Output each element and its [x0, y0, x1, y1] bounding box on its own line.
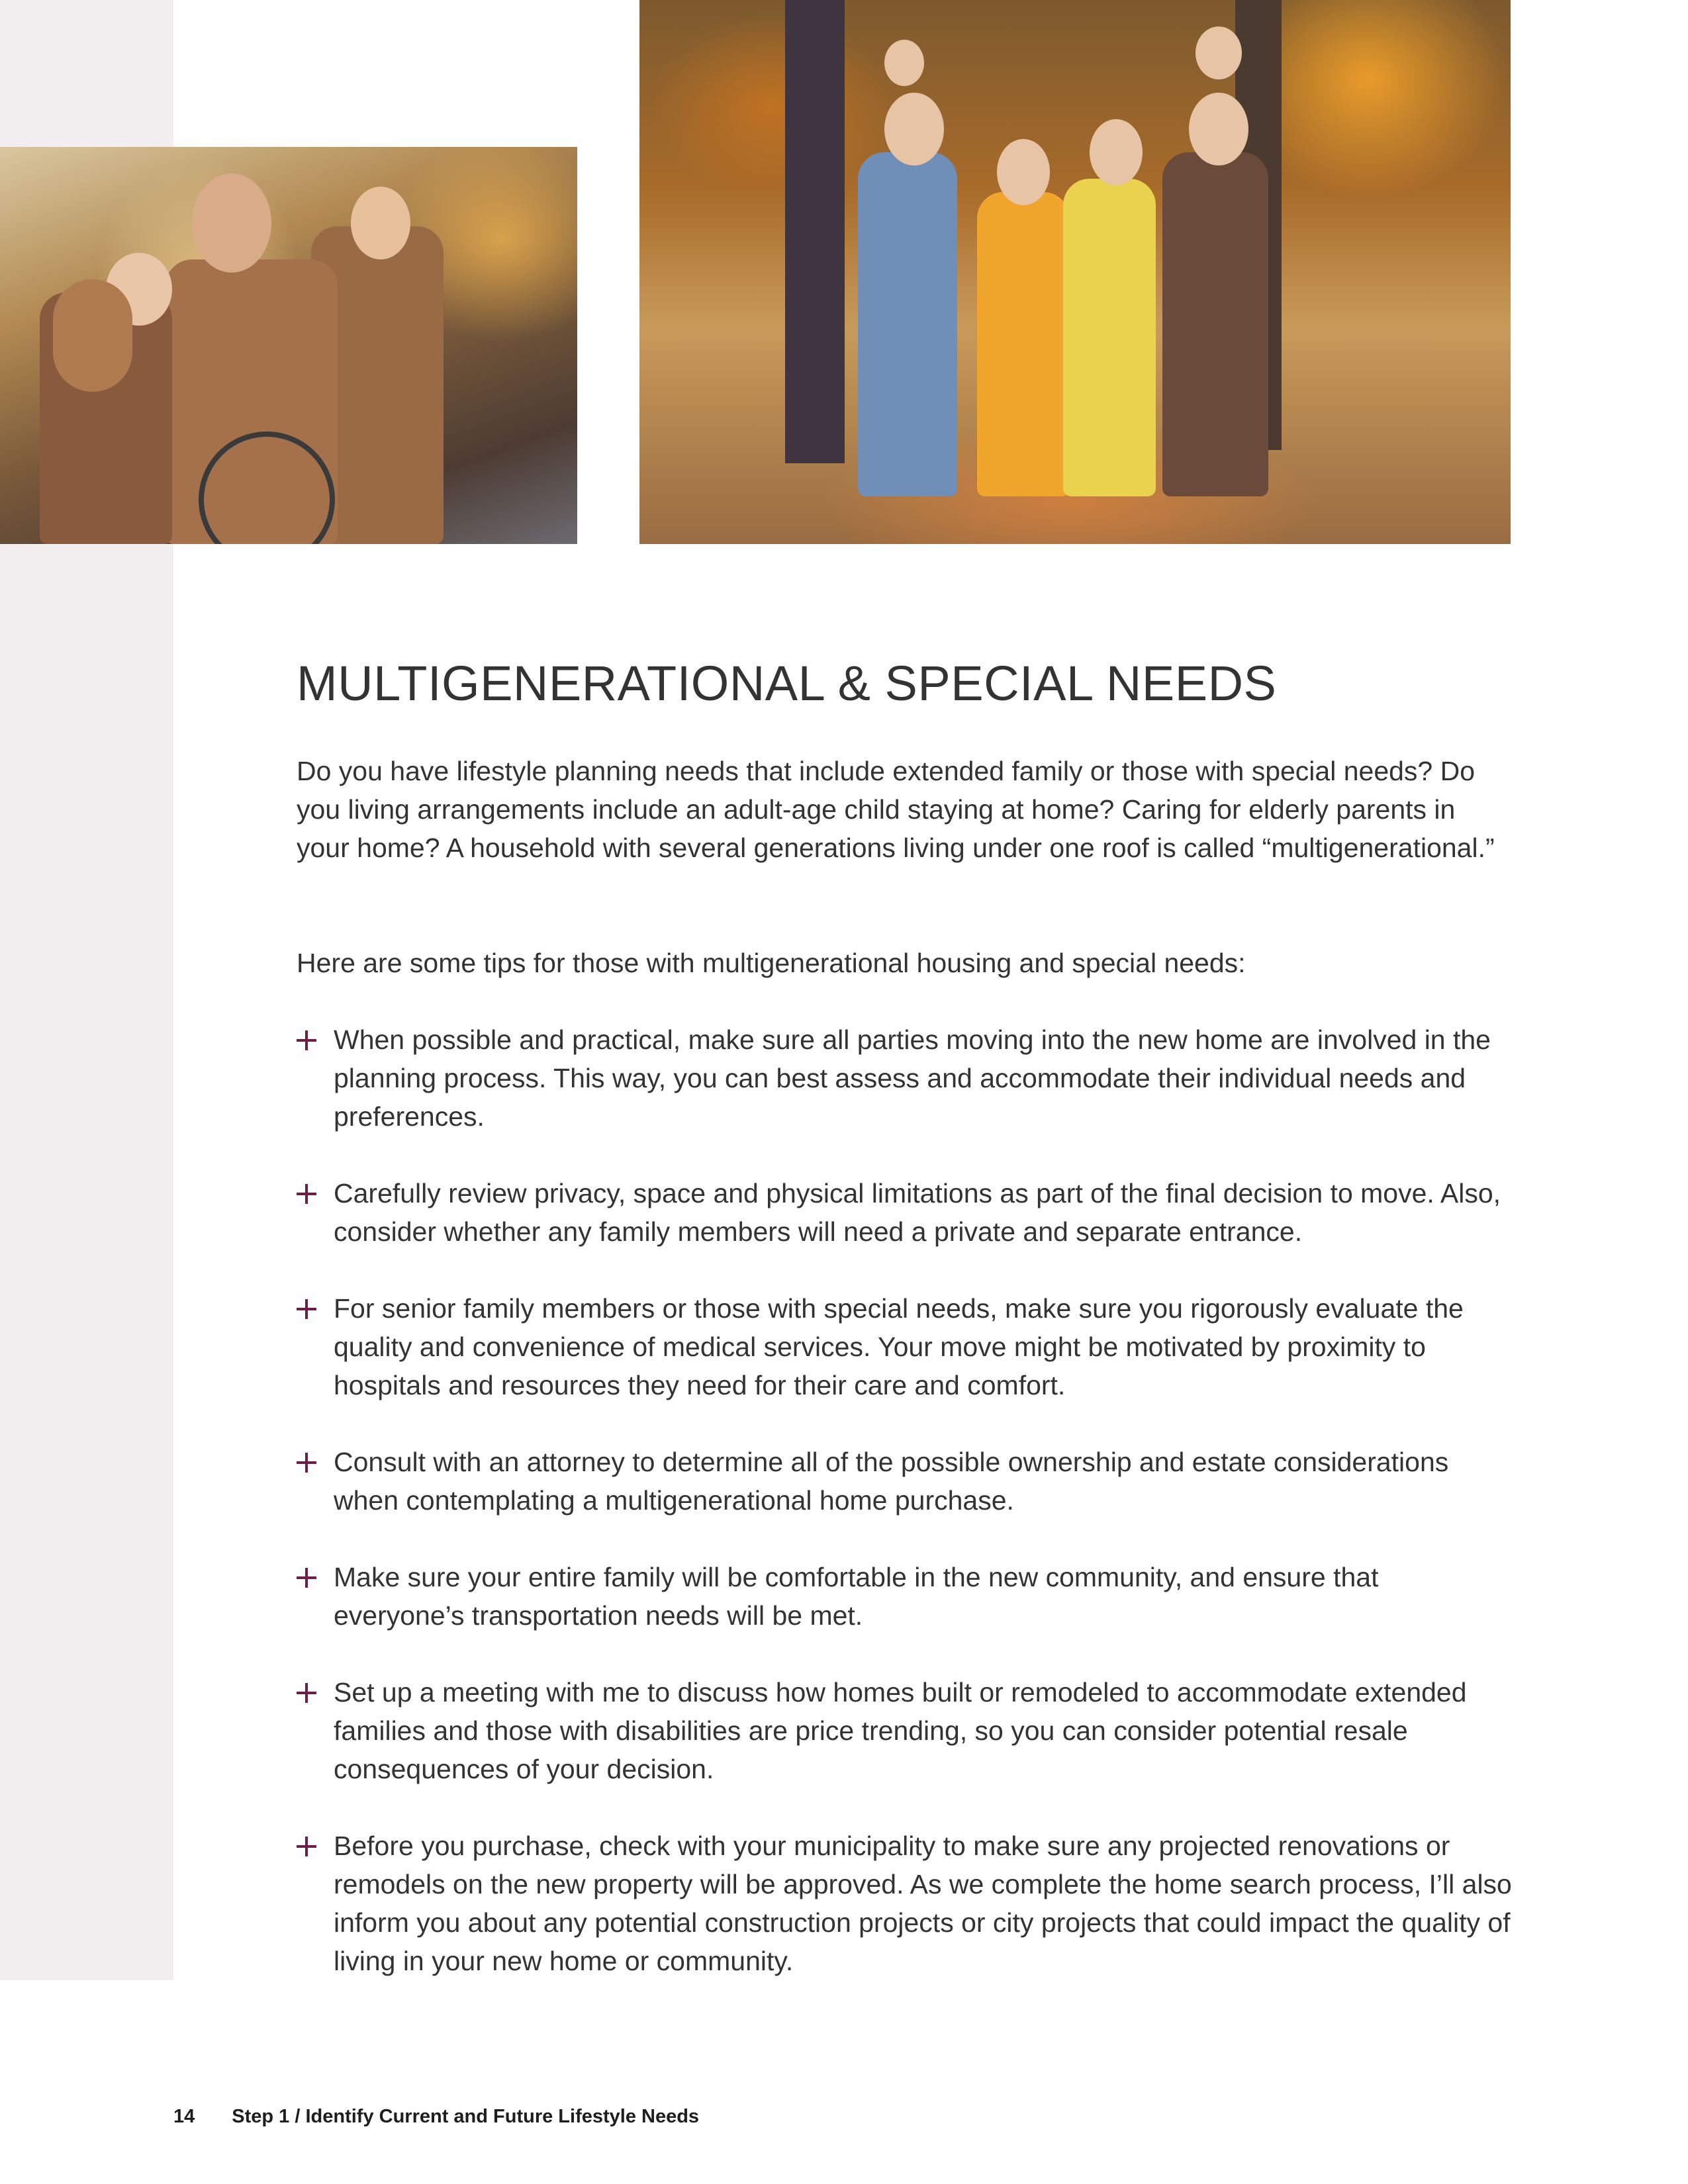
- mother-figure: [1063, 179, 1156, 496]
- plus-icon: [297, 1030, 316, 1050]
- page-number: 14: [173, 2106, 195, 2127]
- grandfather-head: [884, 93, 944, 165]
- tip-text: For senior family members or those with special needs, make sure you rigorously evaluate the quality and convenience of medical services. Your move might be motivated by proximity to hospitals and resources they need for their care and comfort.: [334, 1293, 1464, 1400]
- tips-lead-paragraph: Here are some tips for those with multigenerational housing and special needs:: [297, 948, 1246, 978]
- tip-text: Carefully review privacy, space and physical limitations as part of the final decision to move. Also, consider whether any family members will need a private and separate entrance.: [334, 1178, 1501, 1247]
- family-wheelchair-photo: [0, 147, 577, 544]
- plus-icon: [297, 1299, 316, 1319]
- grandmother-head: [997, 139, 1050, 205]
- man-head: [192, 173, 271, 273]
- plus-icon: [297, 1683, 316, 1703]
- tips-list: [297, 1021, 1515, 1980]
- tip-text: Before you purchase, check with your municipality to make sure any projected renovations or remodels on the new property will be approved. As we complete the home search process, I’ll also inform you about any potential construction projects or city projects that could impact the quality of living in your new home or community.: [334, 1831, 1512, 1976]
- tip-text: Set up a meeting with me to discuss how homes built or remodeled to accommodate extended families and those with disabilities are price trending, so you can consider potential resale consequences of your decision.: [334, 1677, 1467, 1784]
- tip-item: [297, 1673, 1515, 1788]
- tip-text: Make sure your entire family will be comfortable in the new community, and ensure that everyone’s transportation needs will be met.: [334, 1562, 1379, 1631]
- boy-head: [1196, 26, 1242, 79]
- plus-icon: [297, 1184, 316, 1204]
- toddler-head: [884, 40, 924, 86]
- grandfather-figure: [858, 152, 957, 496]
- tip-item: [297, 1827, 1515, 1980]
- plus-icon: [297, 1453, 316, 1473]
- page-title: MULTIGENERATIONAL & SPECIAL NEEDS: [297, 656, 1277, 711]
- plus-icon: [297, 1837, 316, 1856]
- footer-section-title: Step 1 / Identify Current and Future Lifestyle Needs: [232, 2106, 700, 2127]
- tip-item: [297, 1174, 1515, 1251]
- page-footer: [173, 2106, 699, 2128]
- family-autumn-walk-photo: [639, 0, 1511, 544]
- mother-head: [1090, 119, 1143, 185]
- plus-icon: [297, 1568, 316, 1588]
- tip-item: [297, 1289, 1515, 1404]
- tip-item: [297, 1558, 1515, 1635]
- woman-head: [351, 187, 410, 259]
- tip-text: Consult with an attorney to determine all of the possible ownership and estate considerations when contemplating a multigenerational home purchase.: [334, 1447, 1449, 1516]
- tip-item: [297, 1021, 1515, 1136]
- dog-figure: [53, 279, 132, 392]
- grandmother-figure: [977, 192, 1070, 496]
- intro-paragraph: Do you have lifestyle planning needs that include extended family or those with special needs? Do you living arrangements include an adult-age child staying at home? Caring for elderly parents in your home? A household with several generations living under one roof is called “multigenerational.”: [297, 756, 1495, 863]
- father-figure: [1162, 152, 1268, 496]
- tip-text: When possible and practical, make sure all parties moving into the new home are involved in the planning process. This way, you can best assess and accommodate their individual needs and preferences.: [334, 1024, 1491, 1132]
- tree-trunk: [785, 0, 845, 463]
- father-head: [1189, 93, 1248, 165]
- tip-item: [297, 1443, 1515, 1520]
